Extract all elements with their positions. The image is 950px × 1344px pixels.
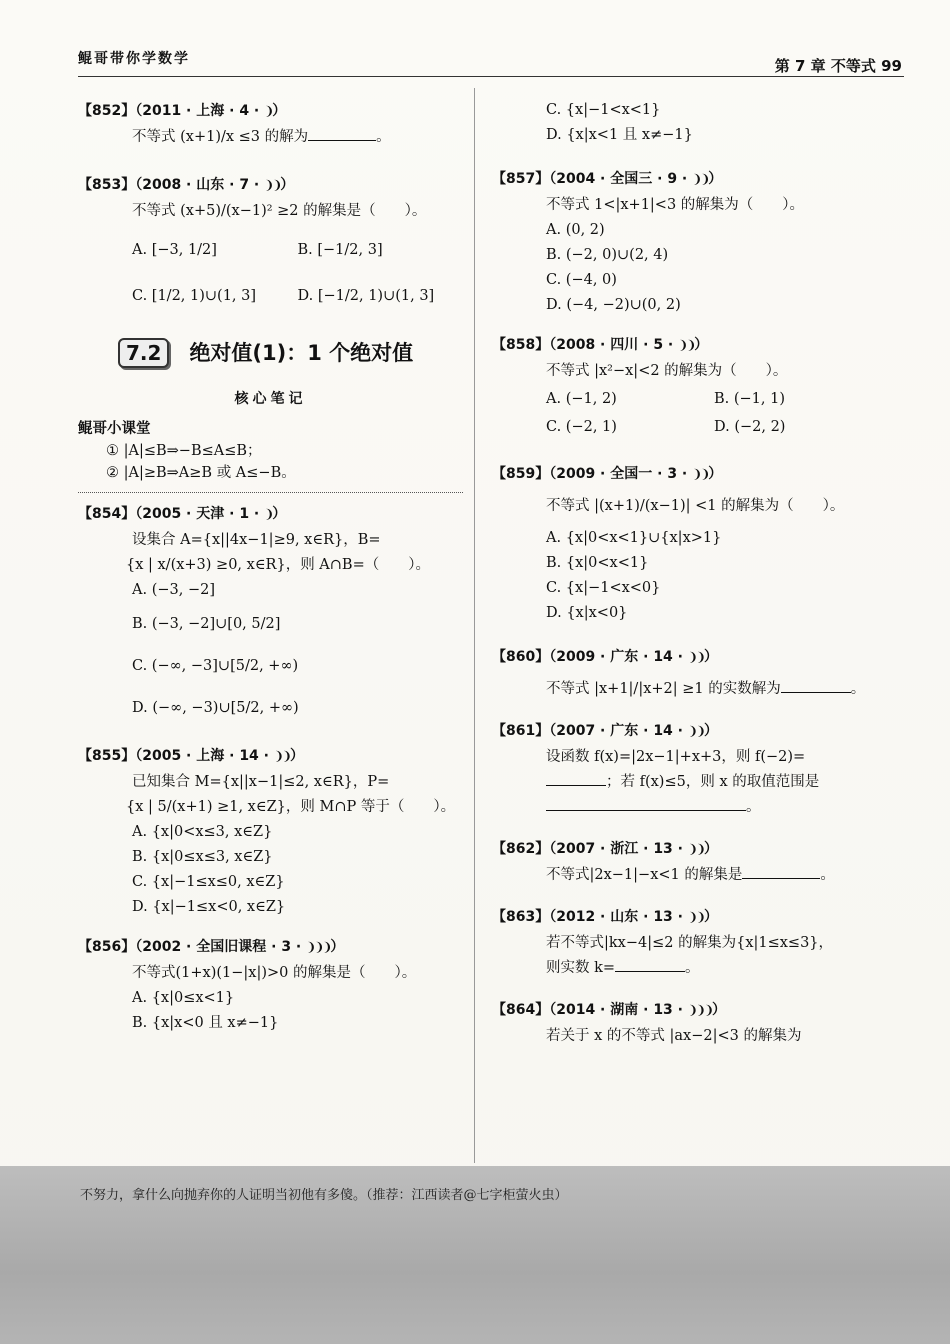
difficulty-icon: ❩❩: [692, 172, 709, 186]
right-column: [492, 96, 882, 1059]
difficulty-icon: ❩❩: [264, 178, 281, 192]
option-d[interactable]: D. {x|x<0}: [546, 605, 628, 621]
problem-header: 【864】（2014 · 湖南 · 13 ·: [492, 1002, 688, 1018]
option-b[interactable]: B. (−3, −2]∪[0, 5/2]: [132, 616, 281, 632]
option-a[interactable]: A. (−3, −2]: [132, 582, 215, 598]
problem-stem-line1: 已知集合 M={x||x−1|≤2, x∈R}，P=: [132, 774, 390, 790]
difficulty-icon: ❩: [264, 104, 273, 118]
core-notes-title: 核心笔记: [234, 391, 307, 407]
option-a[interactable]: A. {x|0≤x<1}: [132, 990, 235, 1006]
problem-stem: 不等式 1<|x+1|<3 的解集为（ ）。: [546, 197, 805, 213]
option-c[interactable]: C. [1/2, 1)∪(1, 3]: [132, 288, 257, 304]
footer-quote: 不努力，拿什么向抛弃你的人证明当初他有多傻。（推荐：江西读者@七字柜萤火虫）: [80, 1188, 568, 1203]
rule-1: ① |A|≤B⇒−B≤A≤B；: [106, 443, 262, 459]
option-b[interactable]: B. (−2, 0)∪(2, 4): [546, 247, 669, 263]
section-number: 7.2: [118, 338, 169, 368]
column-divider: [474, 88, 475, 1163]
problem-854: 【854】（2005 · 天津 · 1 · ❩） 设集合 A={x||4x−1|≥9, x∈R}，B= {x | x/(x+3) ≥0, x∈R}，则 A∩B=（ ）。 A. (−3, −2] B. (−3, −2]∪[0, 5/2] C. (−∞, −3]∪[5/2, +∞) D. (−∞, −3)∪[5/2, +∞): [78, 503, 463, 719]
option-d[interactable]: D. [−1/2, 1)∪(1, 3]: [297, 288, 435, 304]
problem-863: 【863】（2012 · 山东 · 13 · ❩❩） 若不等式|kx−4|≤2 的解集为{x|1≤x≤3}， 则实数 k= 。: [492, 906, 882, 979]
header-rule: [78, 76, 904, 77]
option-a[interactable]: A. {x|0<x<1}∪{x|x>1}: [546, 530, 722, 546]
problem-864: 【864】（2014 · 湖南 · 13 · ❩❩❩） 若关于 x 的不等式 |ax−2|<3 的解集为: [492, 999, 882, 1047]
problem-header: 【863】（2012 · 山东 · 13 ·: [492, 909, 688, 925]
option-d[interactable]: D. {x|x<1 且 x≠−1}: [546, 127, 693, 143]
difficulty-icon: ❩❩: [687, 724, 704, 738]
section-heading: [118, 338, 463, 368]
problem-857: 【857】（2004 · 全国三 · 9 · ❩❩） 不等式 1<|x+1|<3 的解集为（ ）。 A. (0, 2) B. (−2, 0)∪(2, 4) C. (−4, 0) D. (−4, −2)∪(0, 2): [492, 168, 882, 316]
option-c[interactable]: C. {x|−1<x<0}: [546, 580, 661, 596]
problem-stem-line2: {x | 5/(x+1) ≥1, x∈Z}，则 M∩P 等于（ ）。: [126, 799, 456, 815]
problem-stem-line2: 则实数 k=: [546, 960, 616, 976]
answer-blank[interactable]: [742, 864, 820, 879]
answer-blank-2[interactable]: [546, 796, 746, 811]
problem-stem: 不等式 |(x+1)/(x−1)| <1 的解集为（ ）。: [546, 498, 845, 514]
option-a[interactable]: A. (0, 2): [546, 222, 605, 238]
option-c[interactable]: C. (−4, 0): [546, 272, 617, 288]
problem-header: 【861】（2007 · 广东 · 14 ·: [492, 723, 688, 739]
problem-header: 【862】（2007 · 浙江 · 13 ·: [492, 841, 688, 857]
problem-stem-line1: 设集合 A={x||4x−1|≥9, x∈R}，B=: [132, 532, 381, 548]
problem-stem: 若关于 x 的不等式 |ax−2|<3 的解集为: [546, 1028, 802, 1044]
difficulty-icon: ❩❩: [692, 467, 709, 481]
problem-header: 【860】（2009 · 广东 · 14 ·: [492, 649, 688, 665]
difficulty-icon: ❩❩: [687, 910, 704, 924]
problem-stem-line2: {x | x/(x+3) ≥0, x∈R}，则 A∩B=（ ）。: [126, 557, 430, 573]
problem-855: 【855】（2005 · 上海 · 14 · ❩❩） 已知集合 M={x||x−1|≤2, x∈R}，P= {x | 5/(x+1) ≥1, x∈Z}，则 M∩P 等于（ ）。 A. {x|0<x≤3, x∈Z} B. {x|0≤x≤3, x∈Z} C. {x|−1≤x≤0, x∈Z} D. {x|−1≤x<0, x∈Z}: [78, 745, 463, 918]
option-d[interactable]: D. {x|−1≤x<0, x∈Z}: [132, 899, 286, 915]
problem-header: 【853】（2008 · 山东 · 7 ·: [78, 177, 265, 193]
problem-853: 【853】（2008 · 山东 · 7 · ❩❩） 不等式 (x+5)/(x−1)² ≥2 的解集是（ ）。 A. [−3, 1/2] B. [−1/2, 3] C. [1/2, 1)∪(1, 3] D. [−1/2, 1)∪(1, 3]: [78, 174, 463, 310]
option-b[interactable]: B. {x|0<x<1}: [546, 555, 649, 571]
problem-862: 【862】（2007 · 浙江 · 13 · ❩❩） 不等式|2x−1|−x<1 的解集是 。: [492, 841, 835, 883]
option-d[interactable]: D. (−4, −2)∪(0, 2): [546, 297, 681, 313]
chapter-header: 第 7 章 不等式 99: [774, 57, 902, 75]
difficulty-icon: ❩❩: [678, 338, 695, 352]
problem-860: 【860】（2009 · 广东 · 14 · ❩❩） 不等式 |x+1|/|x+2| ≥1 的实数解为 。: [492, 649, 866, 697]
answer-blank[interactable]: [615, 957, 685, 972]
rule-2: ② |A|≥B⇒A≥B 或 A≤−B。: [106, 465, 296, 481]
answer-blank-1[interactable]: [546, 771, 606, 786]
problem-858: 【858】（2008 · 四川 · 5 · ❩❩） 不等式 |x²−x|<2 的解集为（ ）。 A. (−1, 2) B. (−1, 1) C. (−2, 1) D. (−2, 2): [492, 334, 882, 441]
problem-861: 【861】（2007 · 广东 · 14 · ❩❩） 设函数 f(x)=|2x−1|+x+3，则 f(−2)= ；若 f(x)≤5，则 x 的取值范围是 。: [492, 720, 882, 818]
problem-stem: 不等式 (x+5)/(x−1)² ≥2 的解集是（ ）。: [132, 203, 427, 219]
option-c[interactable]: C. {x|−1<x<1}: [546, 102, 661, 118]
option-c[interactable]: C. (−∞, −3]∪[5/2, +∞): [132, 658, 299, 674]
problem-header: 【857】（2004 · 全国三 · 9 ·: [492, 171, 693, 187]
option-c[interactable]: C. {x|−1≤x≤0, x∈Z}: [132, 874, 285, 890]
problem-header: 【858】（2008 · 四川 · 5 ·: [492, 337, 679, 353]
problem-stem: 不等式 |x+1|/|x+2| ≥1 的实数解为: [546, 681, 781, 697]
answer-blank[interactable]: [308, 126, 376, 141]
option-b[interactable]: B. {x|x<0 且 x≠−1}: [132, 1015, 279, 1031]
problem-852: 【852】（2011 · 上海 · 4 · ❩） 不等式 (x+1)/x ≤3 的解为 。: [78, 103, 391, 145]
answer-blank[interactable]: [781, 678, 851, 693]
option-a[interactable]: A. [−3, 1/2]: [132, 242, 217, 258]
problem-stem-line2: ；若 f(x)≤5，则 x 的取值范围是: [606, 774, 820, 790]
problem-859: 【859】（2009 · 全国一 · 3 · ❩❩） 不等式 |(x+1)/(x−1)| <1 的解集为（ ）。 A. {x|0<x<1}∪{x|x>1} B. {x|0<x<1} C. {x|−1<x<0} D. {x|x<0}: [492, 463, 882, 624]
problem-stem: 不等式(1+x)(1−|x|)>0 的解集是（ ）。: [132, 965, 417, 981]
problem-header: 【855】（2005 · 上海 · 14 ·: [78, 748, 274, 764]
classroom-label: 鲲哥小课堂: [78, 421, 151, 437]
problem-stem: 不等式 (x+1)/x ≤3 的解为: [132, 129, 309, 145]
difficulty-icon: ❩❩❩: [306, 940, 331, 954]
option-d[interactable]: D. (−∞, −3)∪[5/2, +∞): [132, 700, 299, 716]
problem-stem-line1: 若不等式|kx−4|≤2 的解集为{x|1≤x≤3}，: [546, 935, 834, 951]
section-title: 绝对值(1)：1 个绝对值: [189, 341, 414, 365]
difficulty-icon: ❩: [264, 507, 273, 521]
problem-header: 【856】（2002 · 全国旧课程 · 3 ·: [78, 939, 307, 955]
problem-stem: 不等式|2x−1|−x<1 的解集是: [546, 867, 743, 883]
problem-856-continued: [492, 99, 882, 146]
problem-header: 【852】（2011 · 上海 · 4 ·: [78, 103, 265, 119]
option-b[interactable]: B. (−1, 1): [714, 391, 786, 407]
option-b[interactable]: B. {x|0≤x≤3, x∈Z}: [132, 849, 273, 865]
dotted-divider: [78, 492, 463, 493]
difficulty-icon: ❩❩: [687, 650, 704, 664]
difficulty-icon: ❩❩: [273, 749, 290, 763]
problem-856: 【856】（2002 · 全国旧课程 · 3 · ❩❩❩） 不等式(1+x)(1−|x|)>0 的解集是（ ）。 A. {x|0≤x<1} B. {x|x<0 且 x≠−1}: [78, 936, 463, 1034]
problem-header: 【854】（2005 · 天津 · 1 ·: [78, 506, 265, 522]
problem-stem-line1: 设函数 f(x)=|2x−1|+x+3，则 f(−2)=: [546, 749, 806, 765]
option-a[interactable]: A. {x|0<x≤3, x∈Z}: [132, 824, 273, 840]
difficulty-icon: ❩❩: [687, 842, 704, 856]
option-d[interactable]: D. (−2, 2): [714, 419, 786, 435]
option-c[interactable]: C. (−2, 1): [546, 419, 617, 435]
problem-header: 【859】（2009 · 全国一 · 3 ·: [492, 466, 693, 482]
option-a[interactable]: A. (−1, 2): [546, 391, 617, 407]
difficulty-icon: ❩❩❩: [687, 1003, 713, 1017]
book-title: 鲲哥带你学数学: [78, 51, 190, 67]
left-column: [78, 96, 463, 1046]
problem-stem: 不等式 |x²−x|<2 的解集为（ ）。: [546, 363, 788, 379]
option-b[interactable]: B. [−1/2, 3]: [297, 242, 383, 258]
